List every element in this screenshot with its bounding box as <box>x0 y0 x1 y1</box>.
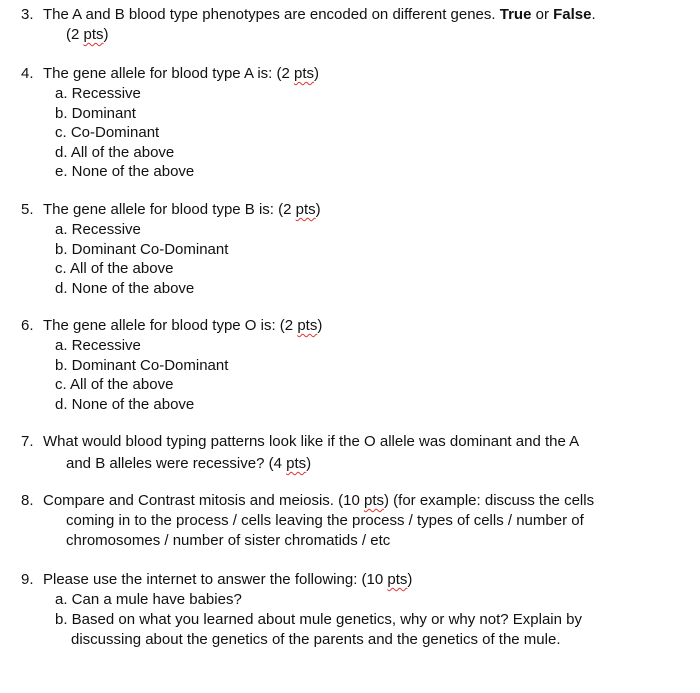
false-option: False <box>553 6 592 23</box>
question-4 <box>21 64 671 181</box>
option-b: b. Dominant <box>55 104 136 122</box>
question-3 <box>21 5 671 43</box>
option-c: c. Co-Dominant <box>55 124 160 142</box>
question-text: What would blood typing patterns look like if the O allele was dominant and the A <box>43 433 580 450</box>
question-text: Please use the internet to answer the following: (10 pts) <box>43 571 413 588</box>
question-number: 8. <box>21 492 34 509</box>
question-text: The A and B blood type phenotypes are encoded on different genes. True or False. <box>43 6 596 23</box>
question-text: Compare and Contrast mitosis and meiosis. (10 pts) (for example: discuss the cells <box>43 492 595 509</box>
question-number: 5. <box>21 201 34 218</box>
question-number: 3. <box>21 6 34 23</box>
sub-question-b-cont: discussing about the genetics of the parents and the genetics of the mule. <box>71 631 561 648</box>
question-number: 7. <box>21 433 34 450</box>
true-option: True <box>499 6 532 23</box>
option-b: b. Dominant Co-Dominant <box>55 240 229 258</box>
option-c: c. All of the above <box>55 376 174 394</box>
question-9 <box>21 570 671 648</box>
option-e: e. None of the above <box>55 163 195 181</box>
question-points: (2 pts) <box>66 26 109 43</box>
question-text: The gene allele for blood type O is: (2 pts) <box>43 317 323 334</box>
question-7 <box>21 432 671 472</box>
answer-options <box>55 336 228 414</box>
question-text: The gene allele for blood type A is: (2 pts) <box>43 65 320 82</box>
option-d: d. None of the above <box>55 395 195 413</box>
option-a: a. Recessive <box>55 85 141 102</box>
question-text-cont: coming in to the process / cells leaving the process / types of cells / number of <box>66 512 584 529</box>
answer-options <box>55 84 194 182</box>
option-a: a. Recessive <box>55 221 141 238</box>
answer-options <box>55 220 228 298</box>
option-a: a. Recessive <box>55 337 141 354</box>
question-text-cont: chromosomes / number of sister chromatids / etc <box>66 532 391 549</box>
question-number: 6. <box>21 317 34 334</box>
question-8 <box>21 491 671 549</box>
option-b: b. Dominant Co-Dominant <box>55 356 229 374</box>
question-6 <box>21 316 671 413</box>
option-c: c. All of the above <box>55 260 174 278</box>
question-5 <box>21 200 671 297</box>
question-number: 9. <box>21 571 34 588</box>
option-d: d. None of the above <box>55 279 195 297</box>
option-d: d. All of the above <box>55 143 175 161</box>
sub-question-b: b. Based on what you learned about mule genetics, why or why not? Explain by <box>55 611 582 628</box>
question-number: 4. <box>21 65 34 82</box>
question-text-cont: and B alleles were recessive? (4 pts) <box>66 455 312 472</box>
sub-question-a: a. Can a mule have babies? <box>55 591 242 608</box>
question-text: The gene allele for blood type B is: (2 pts) <box>43 201 321 218</box>
